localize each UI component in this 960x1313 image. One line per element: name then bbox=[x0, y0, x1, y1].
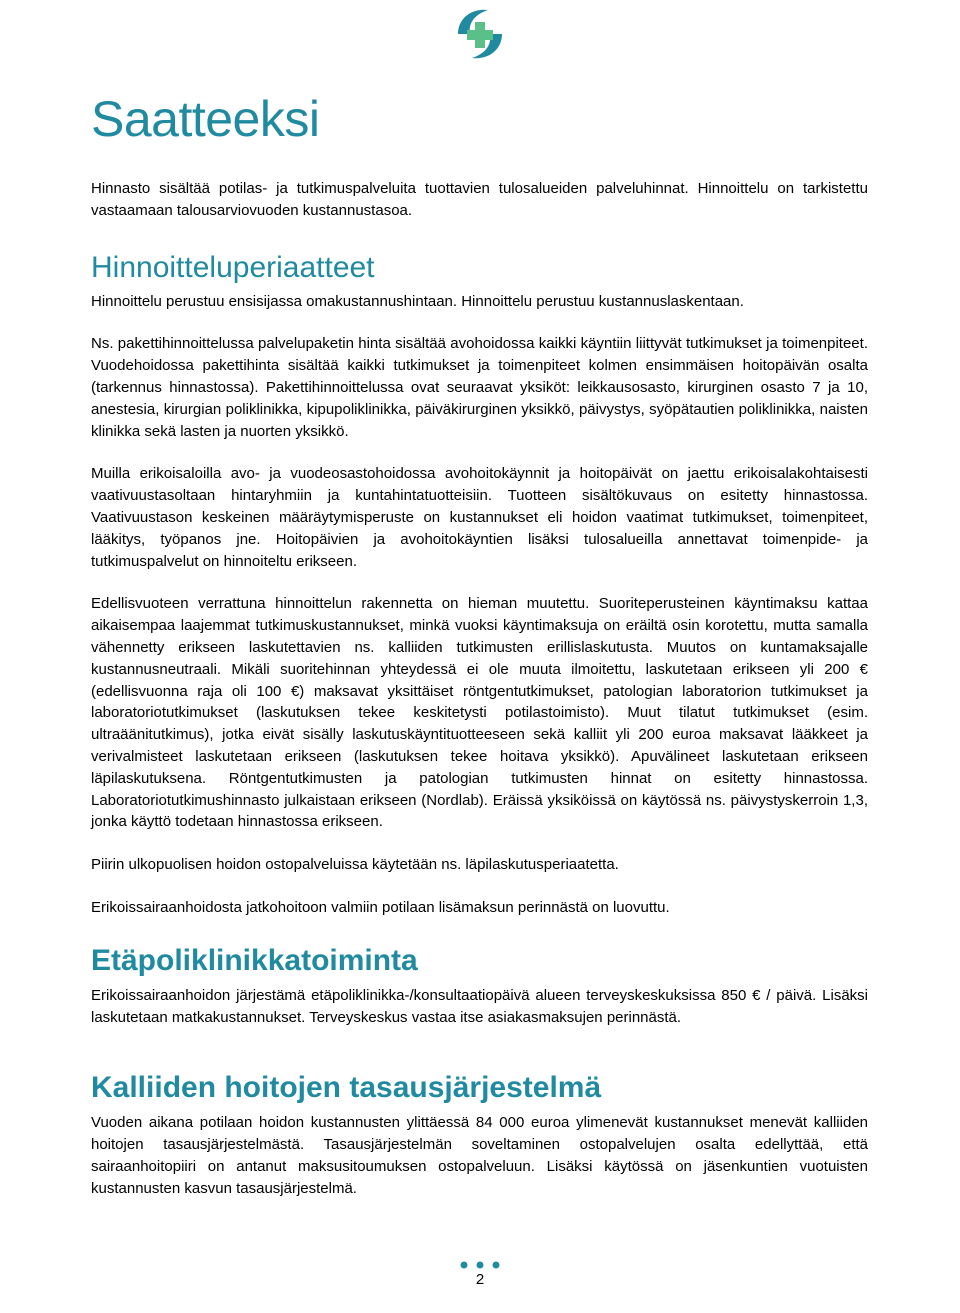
section-paragraph: Vuoden aikana potilaan hoidon kustannusten ylittäessä 84 000 euroa ylimenevät kustannukset menevät kalliiden hoitojen tasausjärjestelmästä. Tasausjärjestelmän soveltaminen ostopalvelujen osalta edellyttää, että sairaanhoitopiiri on antanut maksusitoumuksen ostopalveluun. Lisäksi käytössä on jäsenkuntien vuotuisten kustannusten kasvun tasausjärjestelmä. bbox=[91, 1114, 868, 1197]
section-paragraph: Muilla erikoisaloilla avo- ja vuodeosastohoidossa avohoitokäynnit ja hoitopäivät on jaettu erikoisalakohtaisesti vaativuustasoltaan hintaryhmiin ja kuntahintatuotteisiin. Tuotteen sisältökuvaus on esitetty hinnastossa. Vaativuustason keskeinen määräytymisperuste on kustannukset eli hoidon vaatimat tutkimukset, toimenpiteet, lääkitys, työpanos jne. Hoitopäivien ja avohoitokäyntien lisäksi tulosalueilla annettavat toimenpide- ja tutkimuspalvelut on hinnoiteltu erikseen. bbox=[91, 465, 868, 570]
section-heading-hinnoitteluperiaatteet: Hinnoitteluperiaatteet bbox=[91, 250, 375, 284]
section-paragraph: Erikoissairaanhoidon järjestämä etäpoliklinikka-/konsultaatiopäivä alueen terveyskeskuksissa 850 € / päivä. Lisäksi laskutetaan matkakustannukset. Terveyskeskus vastaa itse asiakasmaksujen perinnästä. bbox=[91, 986, 868, 1026]
page-title: Saatteeksi bbox=[91, 91, 320, 147]
three-dots-icon bbox=[459, 1261, 501, 1269]
organization-logo-icon bbox=[448, 4, 512, 64]
intro-paragraph: Hinnasto sisältää potilas- ja tutkimuspalveluita tuottavien tulosalueiden palveluhinnat. Hinnoittelu on tarkistettu vastaamaan talousarviovuoden kustannustasoa. bbox=[91, 180, 868, 219]
section-heading-etapoliklinikkatoiminta: Etäpoliklinikkatoiminta bbox=[91, 943, 418, 977]
section-paragraph: Piirin ulkopuolisen hoidon ostopalveluissa käytetään ns. läpilaskutusperiaatetta. bbox=[91, 856, 619, 874]
document-body bbox=[91, 84, 868, 1200]
section-heading-tasausjarjestelma: Kalliiden hoitojen tasausjärjestelmä bbox=[91, 1071, 602, 1105]
section-paragraph: Erikoissairaanhoidosta jatkohoitoon valmiin potilaan lisämaksun perinnästä on luovuttu. bbox=[91, 898, 670, 916]
section-paragraph: Ns. pakettihinnoittelussa palvelupaketin hinta sisältää avohoidossa kaikki käyntiin liittyvät tutkimukset ja toimenpiteet. Vuodehoidossa pakettihinta sisältää kaikki tutkimukset ja toimenpiteet kolmen ensimmäisen hoitopäivän osalta (tarkennus hinnastossa). Pakettihinnoittelussa ovat seuraavat yksiköt: leikkausosasto, kirurginen osasto 7 ja 10, anestesia, kirurgian poliklinikka, kipupoliklinikka, päiväkirurginen yksikkö, päivystys, syöpätautien poliklinikka, naisten klinikka sekä lasten ja nuorten yksikkö. bbox=[91, 335, 868, 440]
section-paragraph: Hinnoittelu perustuu ensisijassa omakustannushintaan. Hinnoittelu perustuu kustannuslaskentaan. bbox=[91, 292, 744, 310]
section-paragraph: Edellisvuoteen verrattuna hinnoittelun rakennetta on hieman muutettu. Suoriteperusteinen käyntimaksu kattaa aikaisempaa laajemmat tutkimuskustannukset, minkä vuoksi käyntimaksuja on eräiltä osin korotettu, mutta samalla vähennetty erikseen laskutettavien ns. kalliiden tutkimusten erillislaskutusta. Muutos on kuntamaksajalle kustannusneutraali. Mikäli suoritehinnan yhteydessä ei ole muuta ilmoitettu, laskutetaan erikseen yli 200 € (edellisvuonna raja oli 100 €) maksavat yksittäiset röntgentutkimukset, patologian laboratorion tutkimukset ja laboratoriotutkimukset (laskutuksen tekee keskitetysti potilastoimisto). Muut tilatut tutkimukset (esim. ultraäänitutkimus), jotka eivät sisälly laskutuskäyntituotteeseen sekä kalliit yli 200 euroa maksavat lääkkeet ja verivalmisteet laskutetaan erikseen (laskutuksen tekee hoitava yksikkö). Apuvälineet laskutetaan erikseen läpilaskutuksena. Röntgentutkimusten ja patologian tutkimusten hinnat on esitetty hinnastossa. Laboratoriotutkimushinnasto julkaistaan erikseen (Nordlab). Eräissä yksiköissä on käytössä ns. päivystyskerroin 1,3, jonka käyttö todetaan hinnastossa erikseen. bbox=[91, 595, 868, 831]
page-number: 2 bbox=[475, 1271, 485, 1288]
